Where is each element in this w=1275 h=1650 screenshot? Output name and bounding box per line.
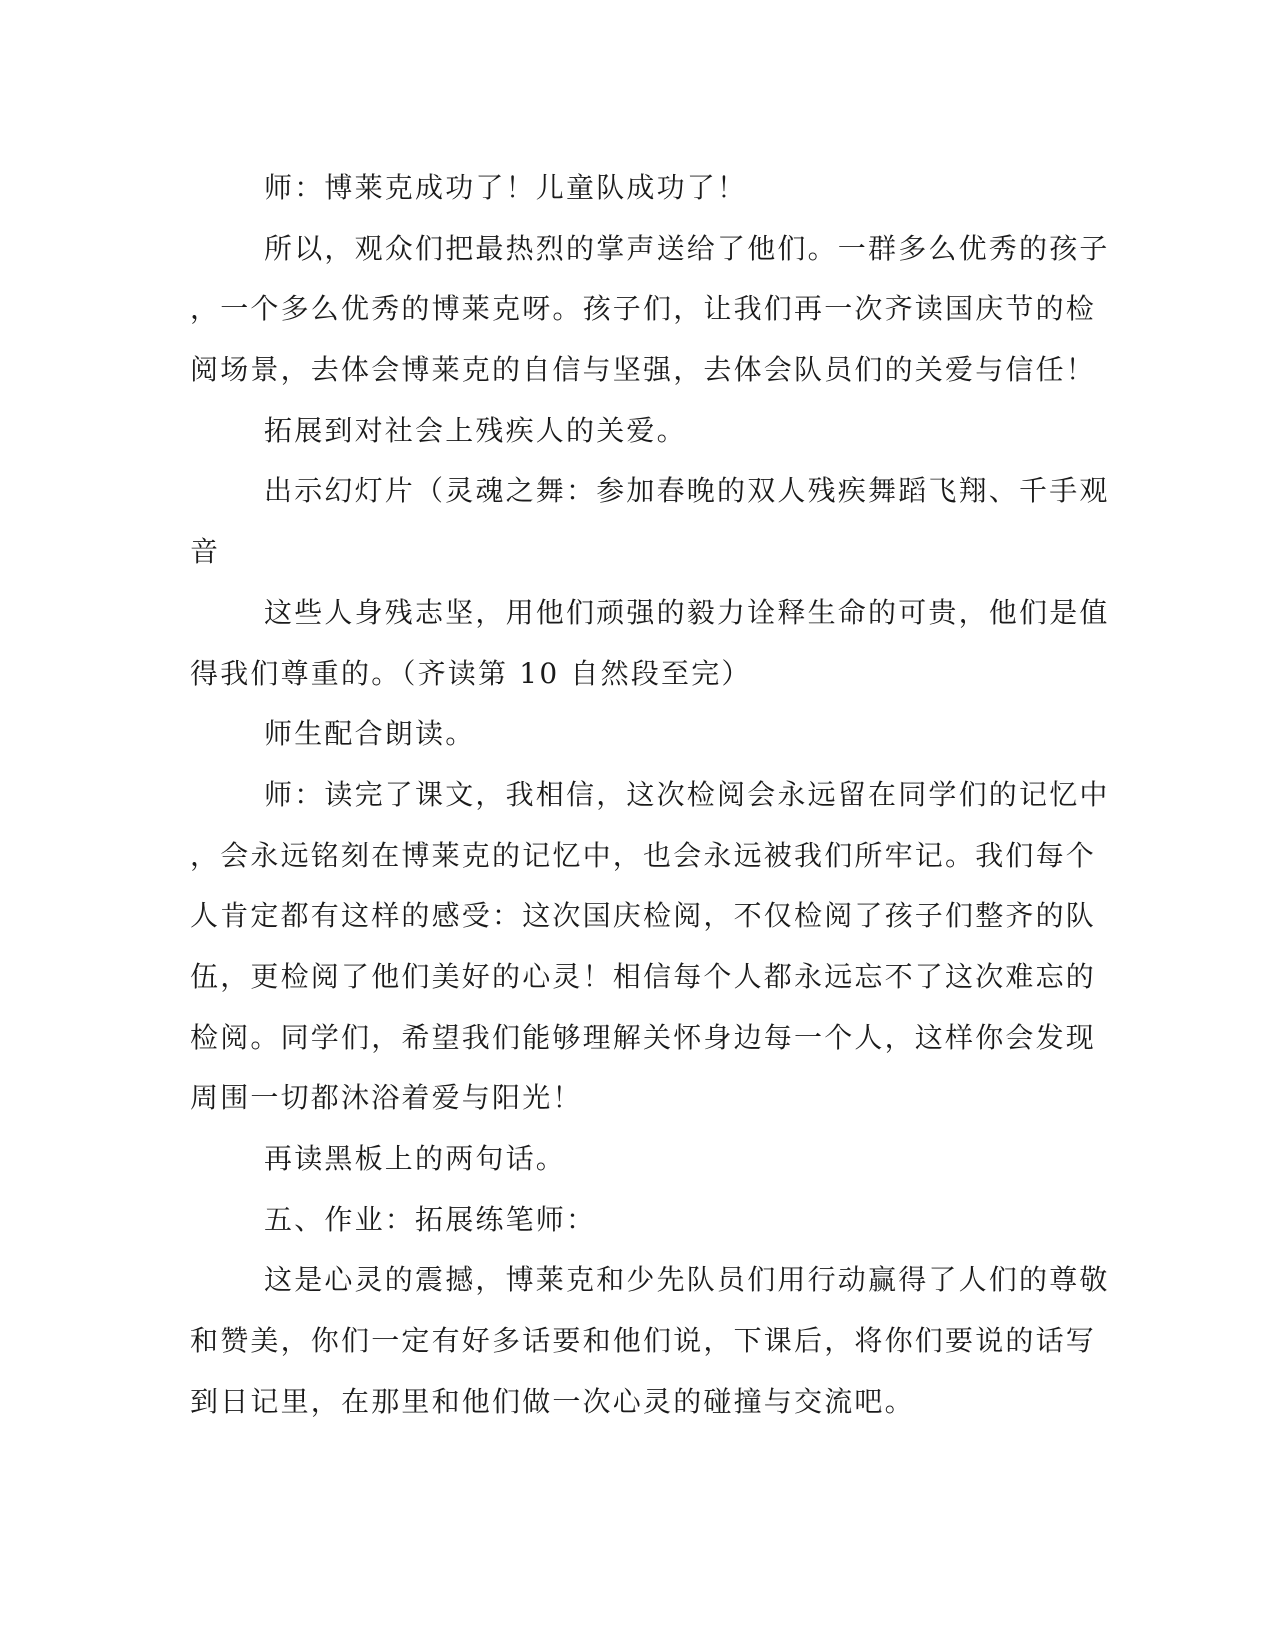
text-line-18: 五、作业：拓展练笔师： (264, 1202, 597, 1236)
text-line-6: 出示幻灯片（灵魂之舞：参加春晚的双人残疾舞蹈飞翔、千手观 (264, 474, 1110, 508)
text-line-8: 这些人身残志坚，用他们顽强的毅力诠释生命的可贵，他们是值 (264, 595, 1110, 629)
text-line-20: 和赞美，你们一定有好多话要和他们说，下课后，将你们要说的话写 (190, 1324, 1097, 1358)
text-line-4: 阅场景，去体会博莱克的自信与坚强，去体会队员们的关爱与信任！ (190, 353, 1097, 387)
text-line-2: 所以，观众们把最热烈的掌声送给了他们。一群多么优秀的孩子 (264, 231, 1110, 265)
text-line-10: 师生配合朗读。 (264, 717, 476, 751)
text-line-14: 伍，更检阅了他们美好的心灵！相信每个人都永远忘不了这次难忘的 (190, 959, 1097, 993)
text-line-1: 师：博莱克成功了！儿童队成功了！ (264, 171, 748, 204)
text-line-12: ，会永远铭刻在博莱克的记忆中，也会永远被我们所牢记。我们每个 (190, 838, 1097, 872)
text-line-13: 人肯定都有这样的感受：这次国庆检阅，不仅检阅了孩子们整齐的队 (190, 899, 1097, 933)
text-line-9: 得我们尊重的。（齐读第 10 自然段至完） (190, 656, 752, 690)
document-body (190, 158, 1110, 1432)
text-line-15: 检阅。同学们，希望我们能够理解关怀身边每一个人，这样你会发现 (190, 1020, 1097, 1054)
text-line-17: 再读黑板上的两句话。 (264, 1142, 567, 1175)
text-line-21: 到日记里，在那里和他们做一次心灵的碰撞与交流吧。 (190, 1384, 915, 1418)
text-line-5: 拓展到对社会上残疾人的关爱。 (264, 413, 687, 447)
text-line-7: 音 (190, 535, 221, 569)
text-line-3: ，一个多么优秀的博莱克呀。孩子们，让我们再一次齐读国庆节的检 (190, 292, 1097, 326)
text-line-11: 师：读完了课文，我相信，这次检阅会永远留在同学们的记忆中 (264, 777, 1110, 811)
text-line-16: 周围一切都沐浴着爱与阳光！ (190, 1081, 583, 1115)
text-line-19: 这是心灵的震撼，博莱克和少先队员们用行动赢得了人们的尊敬 (264, 1263, 1110, 1297)
